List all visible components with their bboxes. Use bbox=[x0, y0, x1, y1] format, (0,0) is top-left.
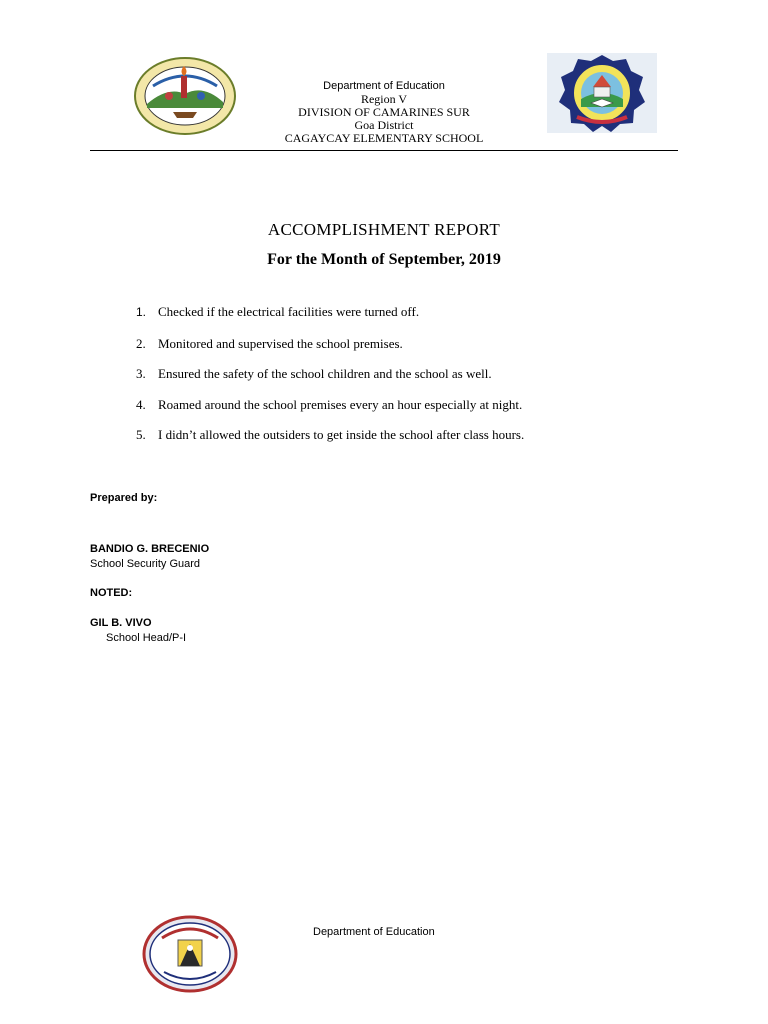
list-item bbox=[136, 427, 524, 443]
noter-title: School Head/P-I bbox=[106, 632, 187, 644]
header-divider bbox=[90, 150, 678, 151]
preparer-title: School Security Guard bbox=[90, 558, 201, 570]
footer-department-name: Department of Education bbox=[313, 926, 435, 938]
district-name: Goa District bbox=[354, 118, 414, 132]
item-number: 5. bbox=[136, 427, 146, 442]
item-text: Monitored and supervised the school premises. bbox=[158, 336, 403, 351]
list-item bbox=[136, 366, 492, 382]
report-title: ACCOMPLISHMENT REPORT bbox=[267, 220, 501, 239]
prepared-by-label: Prepared by: bbox=[90, 492, 158, 504]
report-subtitle: For the Month of September, 2019 bbox=[267, 251, 501, 268]
department-name: Department of Education bbox=[323, 80, 445, 92]
noted-label: NOTED: bbox=[90, 587, 133, 599]
item-number: 1. bbox=[136, 305, 147, 319]
department-of-education-seal bbox=[142, 914, 238, 994]
school-name: CAGAYCAY ELEMENTARY SCHOOL bbox=[284, 131, 484, 145]
item-number: 2. bbox=[136, 336, 146, 351]
list-item bbox=[136, 304, 419, 320]
noter-name: GIL B. VIVO bbox=[90, 617, 152, 629]
item-number: 3. bbox=[136, 366, 146, 381]
item-text: Roamed around the school premises every an hour especially at night. bbox=[158, 397, 523, 412]
division-name: DIVISION OF CAMARINES SUR bbox=[298, 105, 470, 119]
item-text: I didn’t allowed the outsiders to get inside the school after class hours. bbox=[158, 427, 525, 442]
letterhead bbox=[180, 80, 588, 145]
item-text: Ensured the safety of the school children and the school as well. bbox=[158, 366, 492, 381]
item-text: Checked if the electrical facilities were turned off. bbox=[158, 304, 420, 319]
list-item bbox=[136, 336, 403, 352]
preparer-name: BANDIO G. BRECENIO bbox=[90, 543, 210, 555]
region-name: Region V bbox=[360, 92, 408, 106]
list-item bbox=[136, 397, 522, 413]
item-number: 4. bbox=[136, 397, 146, 412]
